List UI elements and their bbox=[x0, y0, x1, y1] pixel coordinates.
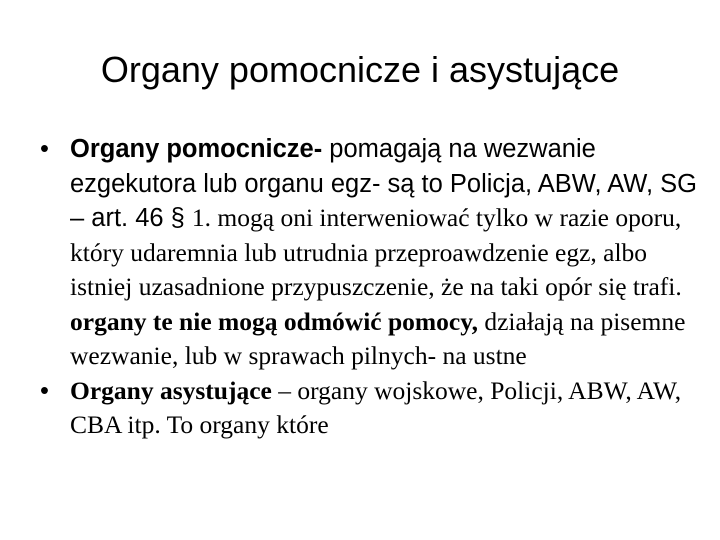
bullet-text: 1. mogą oni interweniować tylko w razie oporu, który udaremnia lub utrudnia przeproawdzenie egz, albo istniej uzasadnione przypuszczenie, że na taki opór się trafi. bbox=[70, 203, 682, 301]
bullet-term: Organy pomocnicze- bbox=[70, 135, 323, 163]
bullet-emphasis: organy te nie mogą odmówić pomocy, bbox=[70, 306, 478, 336]
bullet-icon: • bbox=[40, 376, 49, 405]
bullet-icon: • bbox=[40, 135, 49, 163]
bullet-item-organy-asystujace bbox=[36, 374, 702, 443]
bullet-term: Organy asystujące bbox=[70, 375, 272, 405]
bullet-item-organy-pomocnicze bbox=[36, 132, 702, 374]
slide-content bbox=[36, 132, 702, 443]
bullet-text: – organy wojskowe, Policji, ABW, AW, CBA itp. To organy które bbox=[70, 375, 682, 439]
slide-title: Organy pomocnicze i asystujące bbox=[100, 49, 620, 90]
bullet-text-sans: pomagają na wezwanie ezgekutora lub organu egz- są to Policja, ABW, AW, SG – art. 46 § bbox=[70, 135, 697, 232]
bullet-text-tail: działają na pisemne wezwanie, lub w sprawach pilnych- na ustne bbox=[70, 306, 686, 370]
